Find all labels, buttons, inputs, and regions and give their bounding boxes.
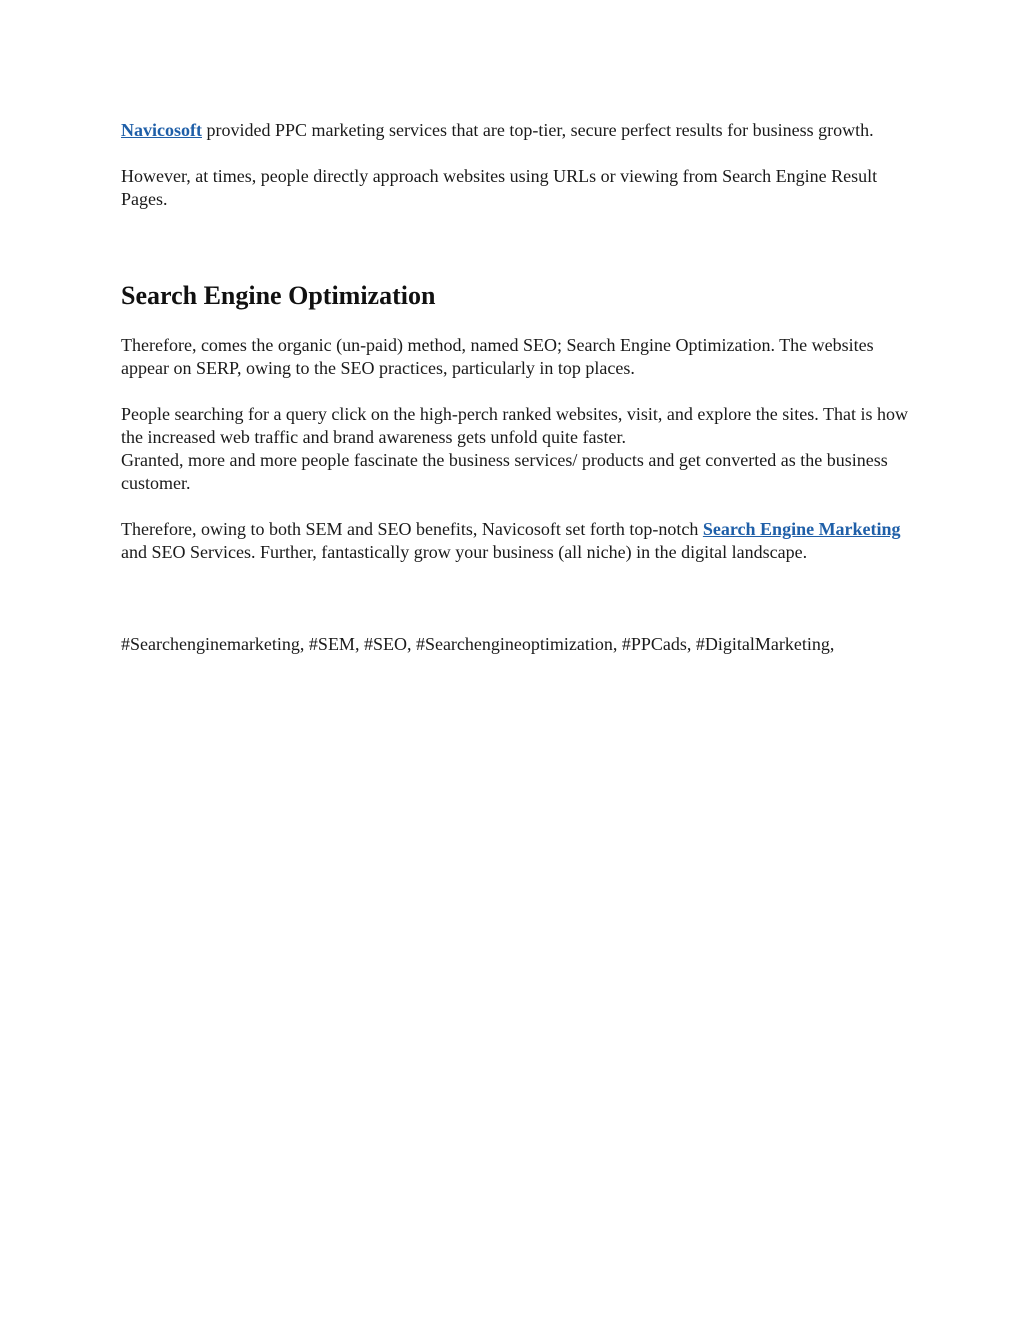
hashtags: #Searchenginemarketing, #SEM, #SEO, #Searchengineoptimization, #PPCads, #DigitalMarketing,	[121, 634, 835, 654]
sem-seo-text-after: and SEO Services. Further, fantastically grow your business (all niche) in the digital landscape.	[121, 542, 808, 562]
sem-seo-paragraph	[121, 518, 911, 564]
conversion-line: Granted, more and more people fascinate the business services/ products and get converted as the business customer.	[121, 450, 888, 493]
spacer	[121, 564, 911, 610]
intro-paragraph	[121, 119, 911, 142]
intro-text: provided PPC marketing services that are top-tier, secure perfect results for business growth.	[201, 120, 874, 140]
spacer	[121, 311, 911, 334]
serp-paragraph: However, at times, people directly approach websites using URLs or viewing from Search Engine Result Pages.	[121, 166, 878, 209]
document-body	[121, 119, 911, 656]
spacer	[121, 610, 911, 633]
section-heading: Search Engine Optimization	[121, 281, 436, 310]
spacer	[121, 211, 911, 281]
seo-paragraph: Therefore, comes the organic (un-paid) method, named SEO; Search Engine Optimization. The websites appear on SERP, owing to the SEO practices, particularly in top places.	[121, 335, 874, 378]
navicosoft-link[interactable]: Navicosoft	[121, 120, 202, 140]
search-behavior-paragraph	[121, 403, 911, 495]
sem-seo-text-before: Therefore, owing to both SEM and SEO benefits, Navicosoft set forth top-notch	[121, 519, 703, 539]
search-behavior-line: People searching for a query click on the high-perch ranked websites, visit, and explore the sites. That is how the increased web traffic and brand awareness gets unfold quite faster.	[121, 404, 908, 447]
search-engine-marketing-link[interactable]: Search Engine Marketing	[702, 519, 901, 539]
